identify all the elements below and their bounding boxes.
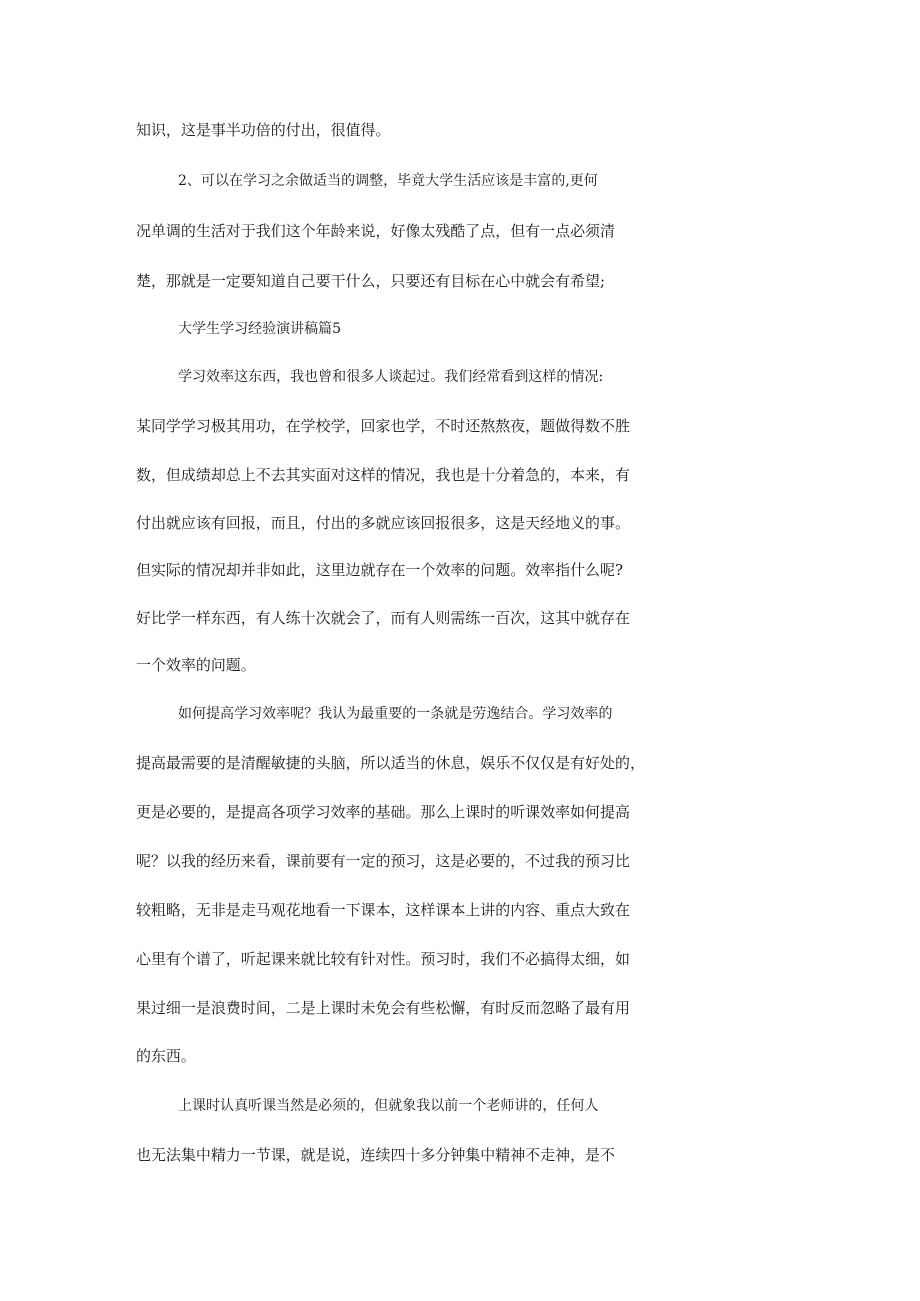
text-line: 某同学学习极其用功，在学校学，回家也学，不时还熬熬夜，题做得数不胜 [136,417,630,435]
text-line: 果过细一是浪费时间，二是上课时未免会有些松懈，有时反而忽略了最有用 [136,999,630,1017]
section-heading: 大学生学习经验演讲稿篇5 [178,321,342,337]
text-line: 的东西。 [136,1047,196,1065]
paragraph-start-line: 上课时认真听课当然是必须的，但就象我以前一个老师讲的，任何人 [178,1098,599,1114]
text-line: 心里有个谱了，听起课来就比较有针对性。预习时，我们不必搞得太细，如 [136,950,630,968]
text-line: 较粗略，无非是走马观花地看一下课本，这样课本上讲的内容、重点大致在 [136,901,630,919]
text-line: 况单调的生活对于我们这个年龄来说，好像太残酷了点，但有一点必须清 [136,222,615,240]
text-line: 呢？以我的经历来看，课前要有一定的预习，这是必要的，不过我的预习比 [136,852,630,870]
paragraph-start-line: 2、可以在学习之余做适当的调整，毕竟大学生活应该是丰富的,更何 [178,173,598,189]
text-line: 付出就应该有回报，而且，付出的多就应该回报很多，这是天经地义的事。 [136,514,630,532]
text-line: 知识，这是事半功倍的付出，很值得。 [136,121,391,139]
paragraph-start-line: 如何提高学习效率呢？我认为最重要的一条就是劳逸结合。学习效率的 [178,706,613,722]
text-line: 好比学一样东西，有人练十次就会了，而有人则需练一百次，这其中就存在 [136,609,630,627]
text-line: 但实际的情况却并非如此，这里边就存在一个效率的问题。效率指什么呢? [136,561,624,579]
text-line: 提高最需要的是清醒敏捷的头脑，所以适当的休息，娱乐不仅仅是有好处的， [136,754,645,772]
text-line: 更是必要的，是提高各项学习效率的基础。那么上课时的听课效率如何提高 [136,803,630,821]
text-line: 数，但成绩却总上不去其实面对这样的情况，我也是十分着急的，本来，有 [136,466,630,484]
text-line: 也无法集中精力一节课，就是说，连续四十多分钟集中精神不走神，是不 [136,1146,615,1164]
paragraph-start-line: 学习效率这东西，我也曾和很多人谈起过。我们经常看到这样的情况: [178,369,604,385]
text-line: 楚，那就是一定要知道自己要干什么，只要还有目标在心中就会有希望; [136,272,606,290]
text-line: 一个效率的问题。 [136,656,256,674]
